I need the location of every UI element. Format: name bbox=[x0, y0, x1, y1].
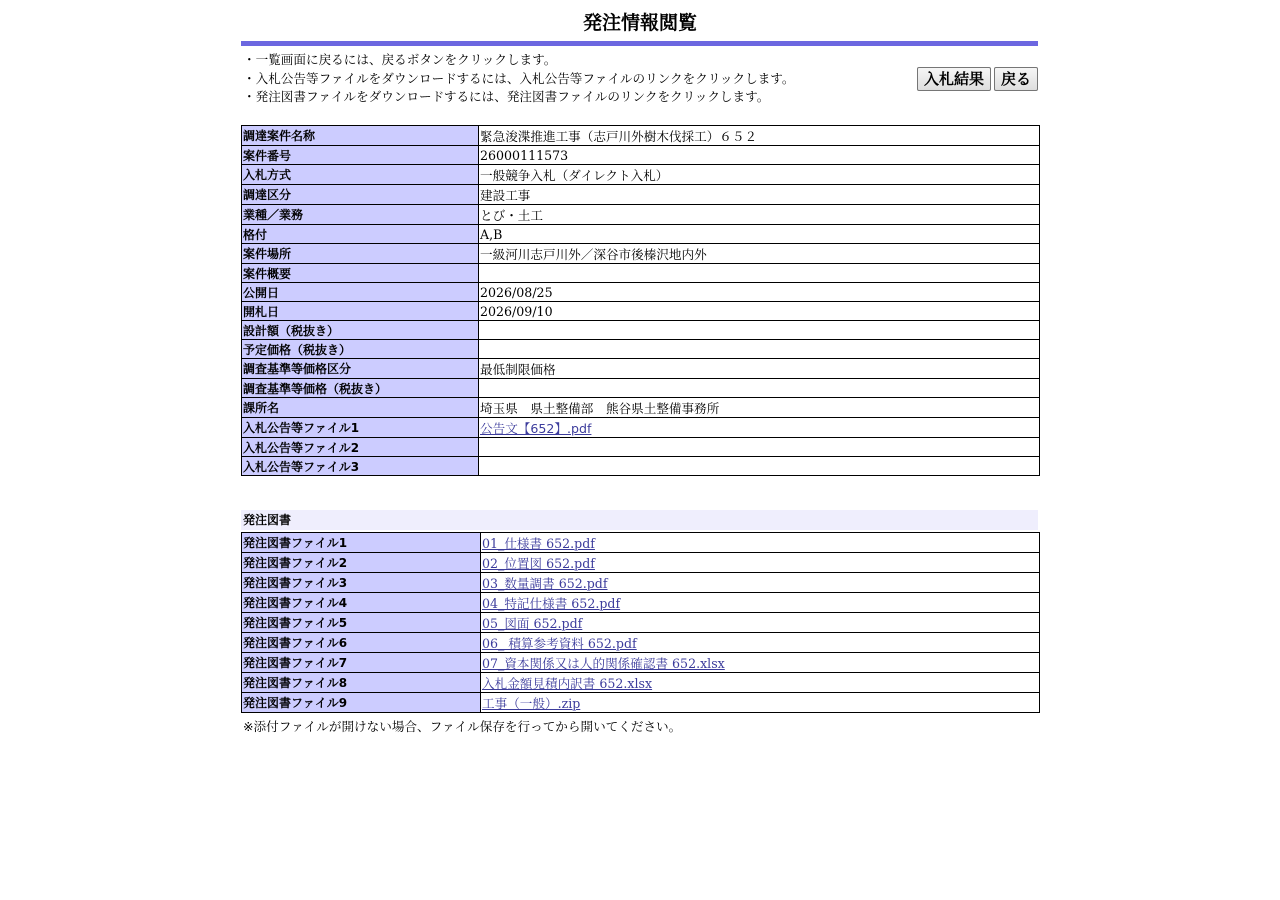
design-amount-value bbox=[479, 321, 1040, 340]
project-number-value: 26000111573 bbox=[479, 146, 1040, 165]
note-order-doc-files: ・発注図書ファイルをダウンロードするには、発注図書ファイルのリンクをクリックします。 bbox=[243, 89, 770, 104]
doc-file-8-link[interactable]: 入札金額見積内訳書 652.xlsx bbox=[482, 676, 653, 691]
row-label: 開札日 bbox=[242, 302, 479, 321]
table-row bbox=[242, 321, 1040, 340]
page-container bbox=[241, 0, 1039, 735]
row-label: 課所名 bbox=[242, 398, 479, 418]
row-label: 発注図書ファイル9 bbox=[242, 693, 481, 713]
row-label: 予定価格（税抜き） bbox=[242, 340, 479, 359]
project-info-table bbox=[241, 125, 1040, 476]
attachment-note: ※添付ファイルが開けない場合、ファイル保存を行ってから開いてください。 bbox=[243, 719, 682, 734]
row-label: 設計額（税抜き） bbox=[242, 321, 479, 340]
opening-date-value: 2026/09/10 bbox=[479, 302, 1040, 321]
table-row bbox=[242, 185, 1040, 205]
doc-file-cell bbox=[481, 633, 1040, 653]
row-label: 案件番号 bbox=[242, 146, 479, 165]
row-label: 調達区分 bbox=[242, 185, 479, 205]
announcement-file-3-cell bbox=[479, 457, 1040, 476]
location-value: 一級河川志戸川外／深谷市後榛沢地内外 bbox=[479, 244, 1040, 264]
row-label: 入札公告等ファイル2 bbox=[242, 438, 479, 457]
doc-file-4-link[interactable]: 04_特記仕様書 652.pdf bbox=[482, 596, 621, 611]
publish-date-value: 2026/08/25 bbox=[479, 283, 1040, 302]
department-value: 埼玉県 県土整備部 熊谷県土整備事務所 bbox=[479, 398, 1040, 418]
table-row bbox=[242, 457, 1040, 476]
note-announcement-files: ・入札公告等ファイルをダウンロードするには、入札公告等ファイルのリンクをクリックします。 bbox=[243, 70, 795, 86]
table-row bbox=[242, 225, 1040, 244]
page-title: 発注情報閲覧 bbox=[582, 12, 697, 34]
doc-file-cell bbox=[481, 673, 1040, 693]
row-label: 発注図書ファイル3 bbox=[242, 573, 481, 593]
row-label: 公開日 bbox=[242, 283, 479, 302]
doc-file-7-link[interactable]: 07_資本関係又は人的関係確認書 652.xlsx bbox=[482, 656, 725, 671]
table-row bbox=[242, 244, 1040, 264]
doc-file-3-link[interactable]: 03_数量調書 652.pdf bbox=[482, 576, 608, 591]
order-docs-table bbox=[241, 532, 1040, 713]
table-row bbox=[242, 633, 1040, 653]
table-row bbox=[242, 205, 1040, 225]
price-category-value: 最低制限価格 bbox=[479, 359, 1040, 379]
table-row bbox=[242, 165, 1040, 185]
doc-file-cell bbox=[481, 573, 1040, 593]
table-row bbox=[242, 553, 1040, 573]
order-docs-header: 発注図書 bbox=[241, 510, 1038, 530]
row-label: 発注図書ファイル4 bbox=[242, 593, 481, 613]
doc-file-cell bbox=[481, 593, 1040, 613]
rating-value: A,B bbox=[479, 225, 1040, 244]
row-label: 調査基準等価格区分 bbox=[242, 359, 479, 379]
table-row bbox=[242, 673, 1040, 693]
table-row bbox=[242, 418, 1040, 438]
note-back: ・一覧画面に戻るには、戻るボタンをクリックします。 bbox=[243, 52, 557, 67]
doc-file-cell bbox=[481, 653, 1040, 673]
row-label: 発注図書ファイル8 bbox=[242, 673, 481, 693]
doc-file-1-link[interactable]: 01_仕様書 652.pdf bbox=[482, 536, 595, 551]
table-row bbox=[242, 283, 1040, 302]
row-label: 案件場所 bbox=[242, 244, 479, 264]
table-row bbox=[242, 302, 1040, 321]
instruction-notes bbox=[243, 51, 794, 107]
planned-price-value bbox=[479, 340, 1040, 359]
table-row bbox=[242, 379, 1040, 398]
table-row bbox=[242, 398, 1040, 418]
table-row bbox=[242, 340, 1040, 359]
action-buttons bbox=[917, 67, 1038, 91]
doc-file-cell bbox=[481, 693, 1040, 713]
survey-price-value bbox=[479, 379, 1040, 398]
project-name-value: 緊急浚渫推進工事（志戸川外樹木伐採工）６５２ bbox=[479, 126, 1040, 146]
row-label: 発注図書ファイル2 bbox=[242, 553, 481, 573]
back-button[interactable]: 戻る bbox=[994, 67, 1038, 91]
table-row bbox=[242, 693, 1040, 713]
table-row bbox=[242, 126, 1040, 146]
table-row bbox=[242, 146, 1040, 165]
industry-value: とび・土工 bbox=[479, 205, 1040, 225]
doc-file-cell bbox=[481, 613, 1040, 633]
doc-file-5-link[interactable]: 05_図面 652.pdf bbox=[482, 616, 583, 631]
table-row bbox=[242, 653, 1040, 673]
row-label: 入札公告等ファイル1 bbox=[242, 418, 479, 438]
doc-file-6-link[interactable]: 06_ 積算参考資料 652.pdf bbox=[482, 636, 637, 651]
summary-value bbox=[479, 264, 1040, 283]
table-row bbox=[242, 438, 1040, 457]
bid-method-value: 一般競争入札（ダイレクト入札） bbox=[479, 165, 1040, 185]
doc-file-9-link[interactable]: 工事（一般）.zip bbox=[482, 696, 581, 711]
row-label: 調査基準等価格（税抜き） bbox=[242, 379, 479, 398]
announcement-file-2-cell bbox=[479, 438, 1040, 457]
row-label: 業種／業務 bbox=[242, 205, 479, 225]
instructions-area bbox=[241, 46, 1039, 125]
row-label: 発注図書ファイル1 bbox=[242, 533, 481, 553]
announcement-file-1-cell bbox=[479, 418, 1040, 438]
table-row bbox=[242, 359, 1040, 379]
row-label: 発注図書ファイル5 bbox=[242, 613, 481, 633]
procurement-category-value: 建設工事 bbox=[479, 185, 1040, 205]
row-label: 入札公告等ファイル3 bbox=[242, 457, 479, 476]
table-row bbox=[242, 613, 1040, 633]
row-label: 案件概要 bbox=[242, 264, 479, 283]
row-label: 格付 bbox=[242, 225, 479, 244]
row-label: 調達案件名称 bbox=[242, 126, 479, 146]
table-row bbox=[242, 533, 1040, 553]
bid-results-button[interactable]: 入札結果 bbox=[917, 67, 991, 91]
row-label: 発注図書ファイル7 bbox=[242, 653, 481, 673]
table-row bbox=[242, 573, 1040, 593]
doc-file-cell bbox=[481, 533, 1040, 553]
row-label: 発注図書ファイル6 bbox=[242, 633, 481, 653]
doc-file-2-link[interactable]: 02_位置図 652.pdf bbox=[482, 556, 595, 571]
announcement-file-1-link[interactable]: 公告文【652】.pdf bbox=[480, 421, 592, 436]
table-row bbox=[242, 593, 1040, 613]
table-row bbox=[242, 264, 1040, 283]
doc-file-cell bbox=[481, 553, 1040, 573]
row-label: 入札方式 bbox=[242, 165, 479, 185]
